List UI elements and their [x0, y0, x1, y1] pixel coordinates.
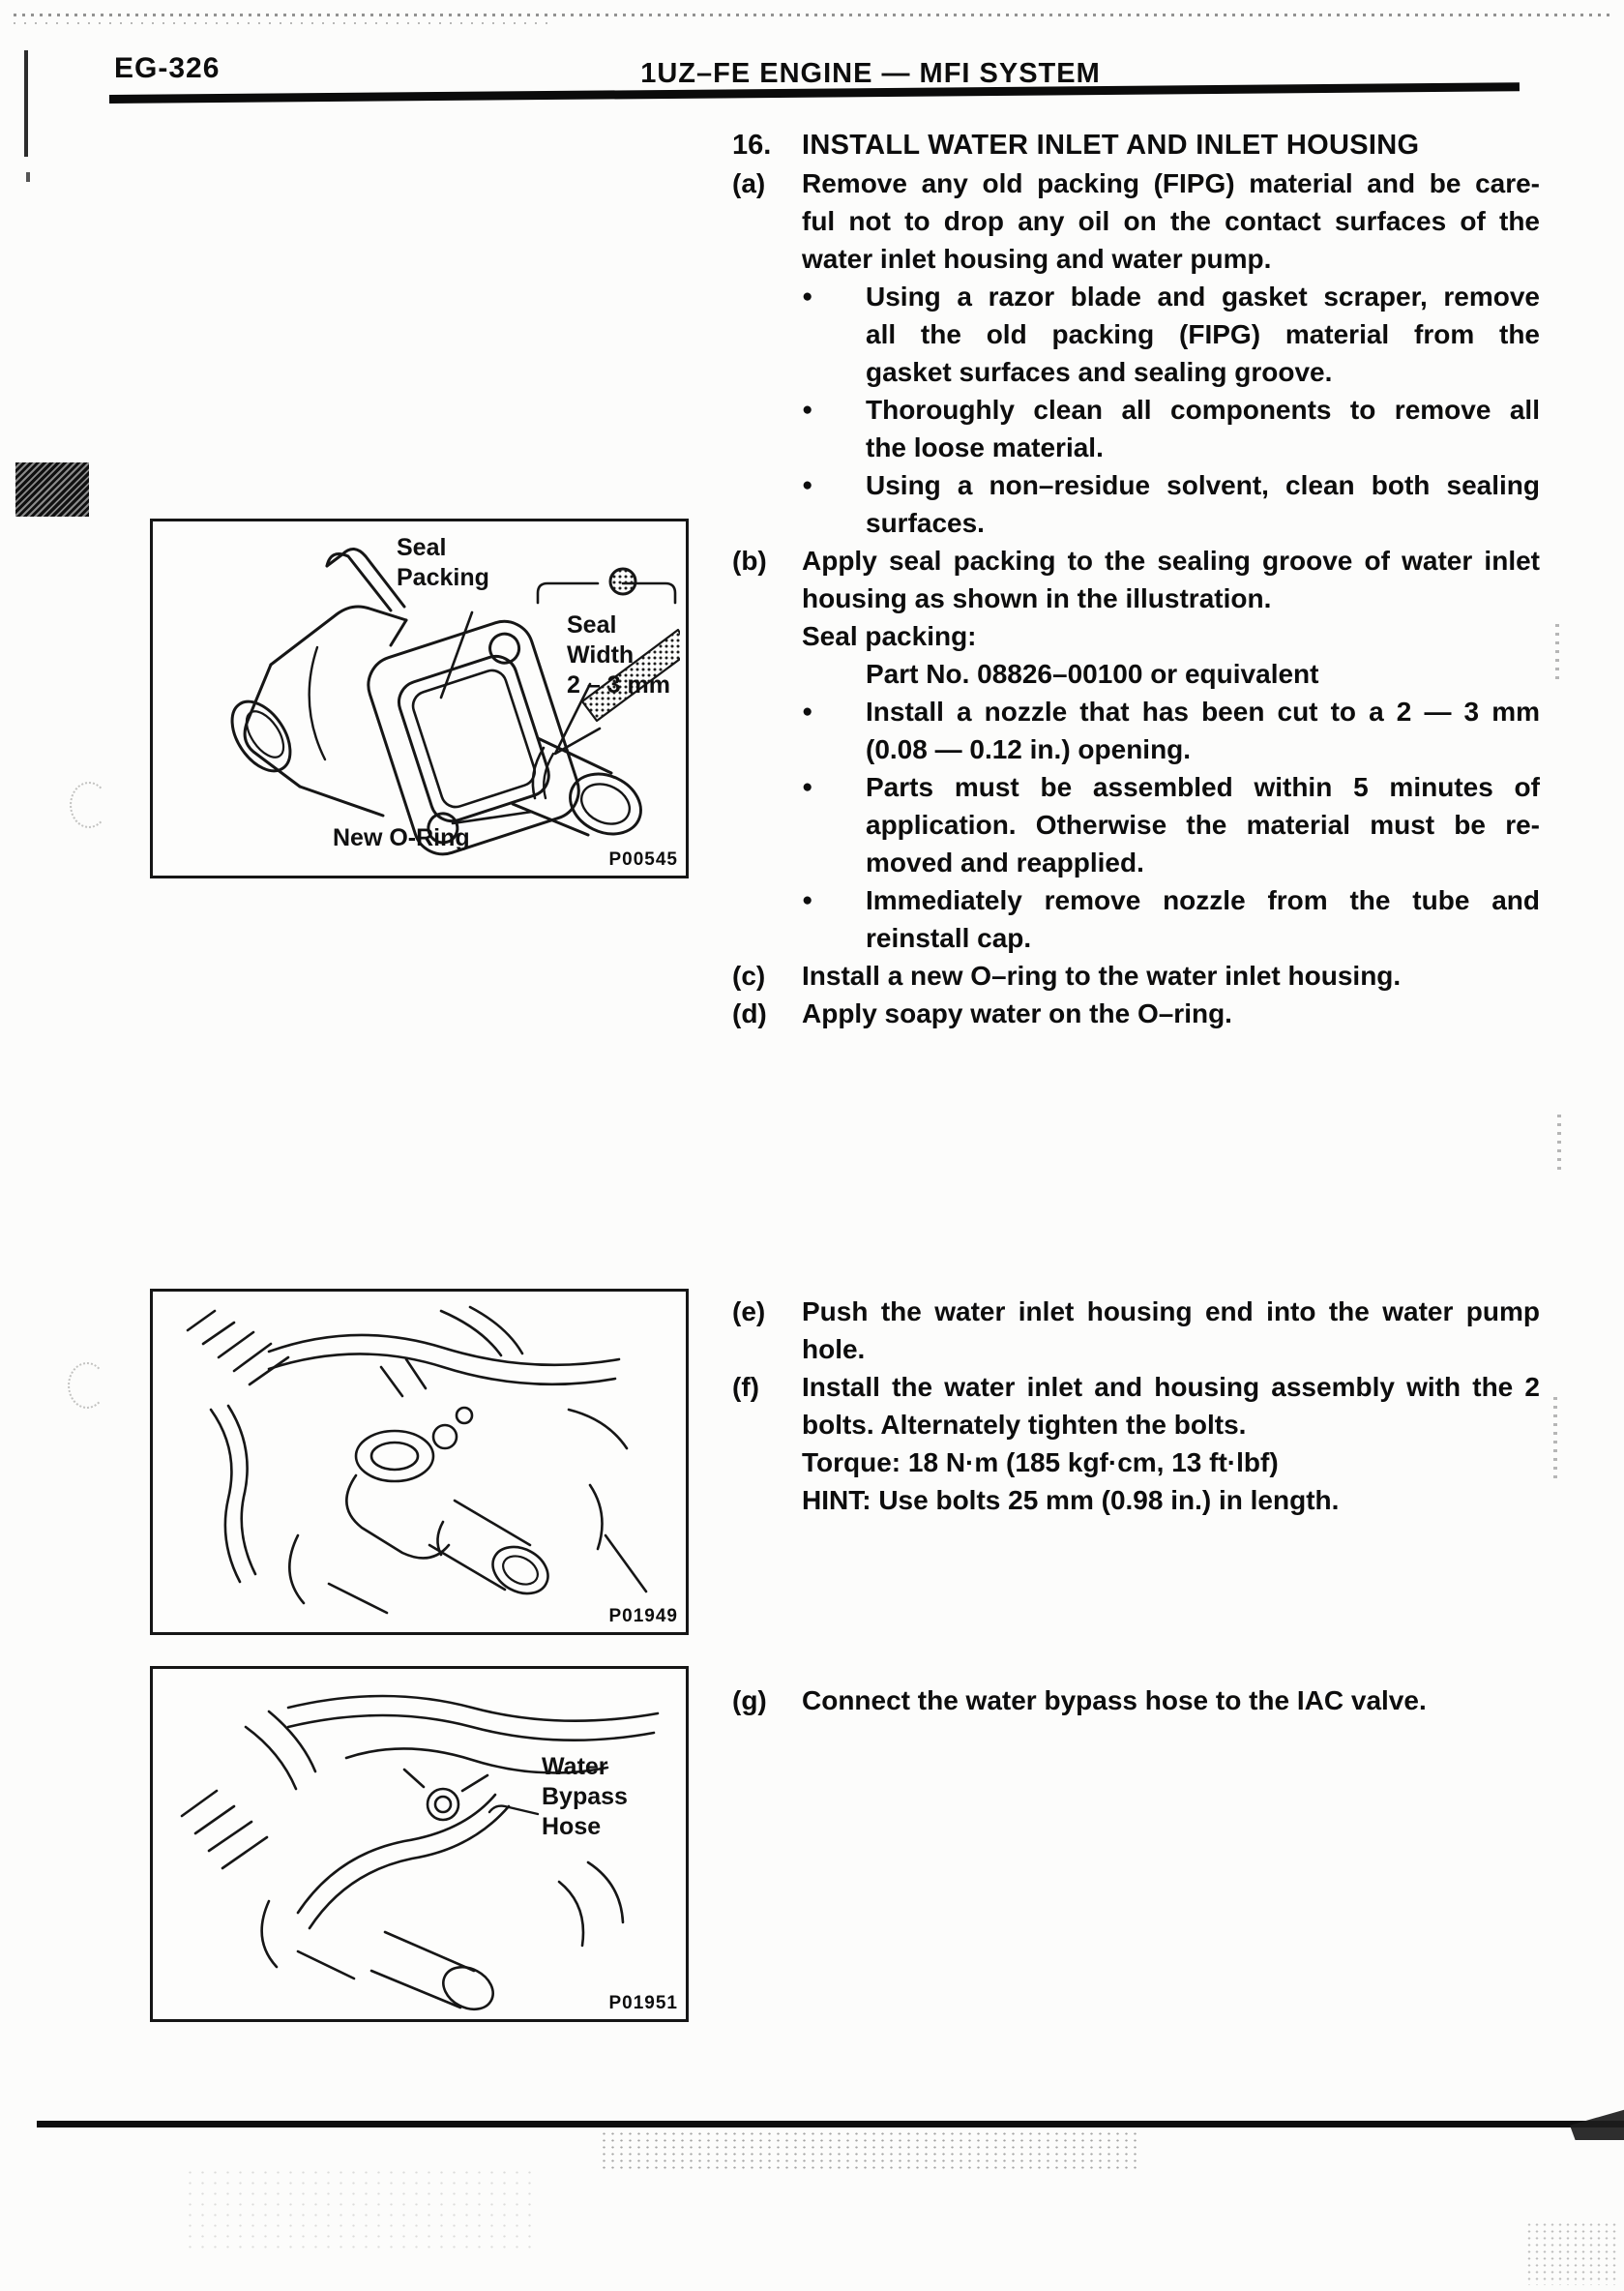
text-line: Install the water inlet and housing assembly with the 2 — [802, 1372, 1540, 1402]
seal-packing-part-number: Part No. 08826–00100 or equivalent — [866, 659, 1319, 689]
label-line: Bypass — [542, 1783, 628, 1810]
bullet-icon: ● — [802, 701, 813, 722]
page-code: EG-326 — [114, 52, 221, 84]
seal-packing-spec-title: Seal packing: — [802, 621, 977, 651]
bullet-item — [802, 881, 1540, 957]
step-f-text — [802, 1368, 1540, 1443]
step-g-label: (g) — [732, 1685, 767, 1715]
step-b-label: (b) — [732, 546, 767, 576]
text-line: housing as shown in the illustration. — [802, 583, 1272, 613]
label-line: Width — [567, 641, 635, 669]
step-g — [732, 1681, 1540, 1719]
perforation-dots-fragment — [14, 22, 555, 24]
text-line: all the old packing (FIPG) material from the — [866, 319, 1540, 349]
step-e-label: (e) — [732, 1296, 766, 1326]
procedure-text-bottom — [732, 1681, 1540, 1719]
figure-install-water-inlet — [150, 1289, 689, 1635]
scan-noise-dots — [1557, 1115, 1561, 1171]
step-g-text — [802, 1681, 1540, 1719]
label-line: Seal — [567, 611, 617, 639]
text-line: ful not to drop any oil on the contact surfaces of the — [802, 206, 1540, 236]
text-line: surfaces. — [866, 508, 985, 538]
label-line: Hose — [542, 1813, 602, 1840]
footer-rule — [37, 2121, 1624, 2127]
bullet-icon: ● — [802, 777, 813, 797]
text-line: (0.08 — 0.12 in.) opening. — [866, 734, 1192, 764]
footer-rule-speckle — [600, 2130, 1141, 2173]
procedure-text-top — [732, 126, 1540, 1032]
step-b — [732, 542, 1540, 617]
text-line: water inlet housing and water pump. — [802, 244, 1272, 274]
step-a — [732, 164, 1540, 278]
step-c-text — [802, 957, 1540, 995]
step-c — [732, 957, 1540, 995]
figure-water-bypass-hose — [150, 1666, 689, 2022]
section-title: INSTALL WATER INLET AND INLET HOUSING — [802, 130, 1420, 161]
step-d — [732, 995, 1540, 1032]
section-heading — [732, 126, 1540, 164]
text-line: Apply seal packing to the sealing groove of water inlet — [802, 546, 1540, 576]
section-number: 16. — [732, 130, 772, 161]
bullet-item — [802, 391, 1540, 466]
text-line: Connect the water bypass hose to the IAC valve. — [802, 1685, 1427, 1715]
text-line: Push the water inlet housing end into the water pump — [802, 1296, 1540, 1326]
text-line: Apply soapy water on the O–ring. — [802, 998, 1232, 1028]
text-line: the loose material. — [866, 432, 1104, 462]
text-line: Install a nozzle that has been cut to a 2 — 3 mm — [866, 697, 1540, 727]
step-d-text — [802, 995, 1540, 1032]
scan-noise-arc — [70, 782, 108, 828]
figure-code: P01949 — [608, 1606, 678, 1626]
bullet-item — [802, 768, 1540, 881]
bullet-item — [802, 693, 1540, 768]
text-line: Using a non–residue solvent, clean both sealing — [866, 470, 1540, 500]
step-a-text — [802, 164, 1540, 278]
hint-note: HINT: Use bolts 25 mm (0.98 in.) in length. — [802, 1485, 1340, 1515]
water-bypass-hose-label — [542, 1752, 628, 1842]
perforation-dots — [14, 14, 1609, 16]
text-line: moved and reapplied. — [866, 848, 1144, 878]
margin-dot — [26, 172, 30, 182]
text-line: application. Otherwise the material must be re- — [866, 810, 1540, 840]
bullet-icon: ● — [802, 890, 813, 910]
seal-packing-label — [397, 533, 489, 593]
text-line: hole. — [802, 1334, 866, 1364]
engine-bay-drawing — [153, 1292, 680, 1626]
step-d-label: (d) — [732, 998, 767, 1028]
scan-noise-dots — [1553, 1397, 1557, 1478]
figure-code: P00545 — [608, 849, 678, 870]
bottom-scan-noise — [184, 2167, 532, 2254]
procedure-text-middle — [732, 1293, 1540, 1519]
section-tab-mark — [15, 462, 89, 517]
corner-scan-noise — [1525, 2221, 1618, 2285]
text-line: Remove any old packing (FIPG) material and be care- — [802, 168, 1540, 198]
bullet-icon: ● — [802, 286, 813, 307]
bullet-item — [802, 278, 1540, 391]
step-f-label: (f) — [732, 1372, 759, 1402]
label-line: Packing — [397, 564, 489, 591]
scan-noise-dots — [1555, 624, 1559, 684]
torque-spec: Torque: 18 N·m (185 kgf·cm, 13 ft·lbf) — [802, 1447, 1279, 1477]
step-e — [732, 1293, 1540, 1368]
text-line: Using a razor blade and gasket scraper, remove — [866, 282, 1540, 312]
text-line: reinstall cap. — [866, 923, 1032, 953]
text-line: Immediately remove nozzle from the tube and — [866, 885, 1540, 915]
step-e-text — [802, 1293, 1540, 1368]
bullet-icon: ● — [802, 475, 813, 495]
document-title: 1UZ–FE ENGINE — MFI SYSTEM — [640, 58, 1101, 89]
step-f — [732, 1368, 1540, 1443]
label-line: 2 – 3 mm — [567, 671, 671, 699]
text-line: gasket surfaces and sealing groove. — [866, 357, 1333, 387]
text-line: Parts must be assembled within 5 minutes of — [866, 772, 1540, 802]
figure-code: P01951 — [608, 1993, 678, 2013]
bullet-item — [802, 466, 1540, 542]
label-line: Water — [542, 1753, 608, 1780]
text-line: bolts. Alternately tighten the bolts. — [802, 1410, 1247, 1440]
bullet-icon: ● — [802, 400, 813, 420]
new-oring-label: New O-Ring — [333, 824, 470, 851]
scan-noise-arc — [68, 1362, 106, 1409]
figure-water-inlet-seal-packing — [150, 519, 689, 878]
seal-width-label — [567, 610, 670, 700]
footer-rule-end-mark — [1570, 2107, 1624, 2140]
step-a-label: (a) — [732, 168, 766, 198]
margin-mark — [24, 50, 28, 157]
step-b-text — [802, 542, 1540, 617]
step-c-label: (c) — [732, 961, 766, 991]
text-line: Install a new O–ring to the water inlet housing. — [802, 961, 1402, 991]
label-line: Seal — [397, 534, 447, 561]
text-line: Thoroughly clean all components to remove all — [866, 395, 1540, 425]
